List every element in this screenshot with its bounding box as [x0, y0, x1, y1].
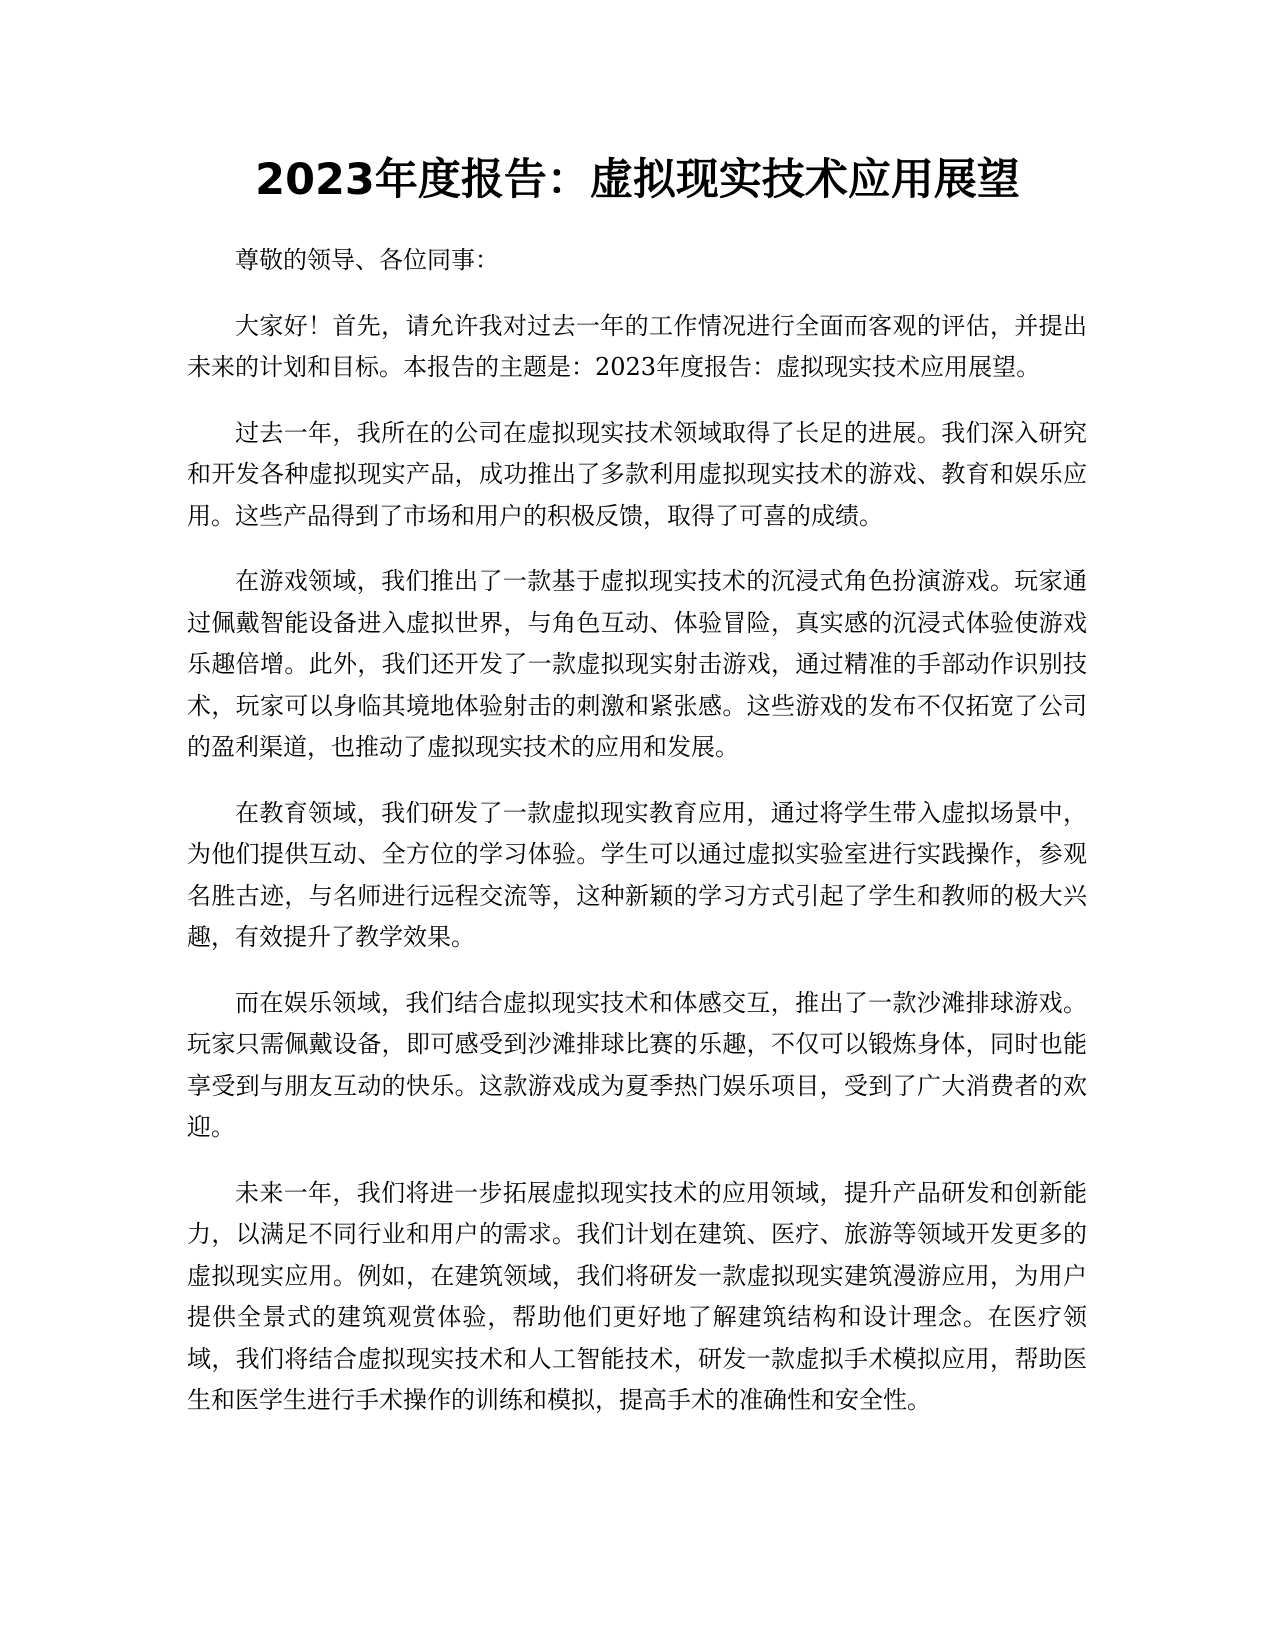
past-year-paragraph: 过去一年，我所在的公司在虚拟现实技术领域取得了长足的进展。我们深入研究和开发各种虚拟现实产品，成功推出了多款利用虚拟现实技术的游戏、教育和娱乐应用。这些产品得到了市场和用户的积极反馈，取得了可喜的成绩。	[187, 418, 1087, 530]
entertainment-paragraph: 而在娱乐领域，我们结合虚拟现实技术和体感交互，推出了一款沙滩排球游戏。玩家只需佩戴设备，即可感受到沙滩排球比赛的乐趣，不仅可以锻炼身体，同时也能享受到与朋友互动的快乐。这款游戏成为夏季热门娱乐项目，受到了广大消费者的欢迎。	[187, 988, 1087, 1141]
education-paragraph: 在教育领域，我们研发了一款虚拟现实教育应用，通过将学生带入虚拟场景中，为他们提供互动、全方位的学习体验。学生可以通过虚拟实验室进行实践操作，参观名胜古迹，与名师进行远程交流等，这种新颖的学习方式引起了学生和教师的极大兴趣，有效提升了教学效果。	[187, 798, 1087, 951]
gaming-paragraph: 在游戏领域，我们推出了一款基于虚拟现实技术的沉浸式角色扮演游戏。玩家通过佩戴智能设备进入虚拟世界，与角色互动、体验冒险，真实感的沉浸式体验使游戏乐趣倍增。此外，我们还开发了一款虚拟现实射击游戏，通过精准的手部动作识别技术，玩家可以身临其境地体验射击的刺激和紧张感。这些游戏的发布不仅拓宽了公司的盈利渠道，也推动了虚拟现实技术的应用和发展。	[187, 567, 1087, 761]
salutation-paragraph: 尊敬的领导、各位同事：	[235, 246, 499, 274]
future-plans-paragraph: 未来一年，我们将进一步拓展虚拟现实技术的应用领域，提升产品研发和创新能力，以满足不同行业和用户的需求。我们计划在建筑、医疗、旅游等领域开发更多的虚拟现实应用。例如，在建筑领域，我们将研发一款虚拟现实建筑漫游应用，为用户提供全景式的建筑观赏体验，帮助他们更好地了解建筑结构和设计理念。在医疗领域，我们将结合虚拟现实技术和人工智能技术，研发一款虚拟手术模拟应用，帮助医生和医学生进行手术操作的训练和模拟，提高手术的准确性和安全性。	[187, 1178, 1087, 1414]
document-body	[187, 240, 1087, 1446]
document-title: 2023年度报告：虚拟现实技术应用展望	[255, 155, 1020, 205]
greeting-paragraph: 大家好！首先，请允许我对过去一年的工作情况进行全面而客观的评估，并提出未来的计划和目标。本报告的主题是：2023年度报告：虚拟现实技术应用展望。	[187, 311, 1087, 381]
